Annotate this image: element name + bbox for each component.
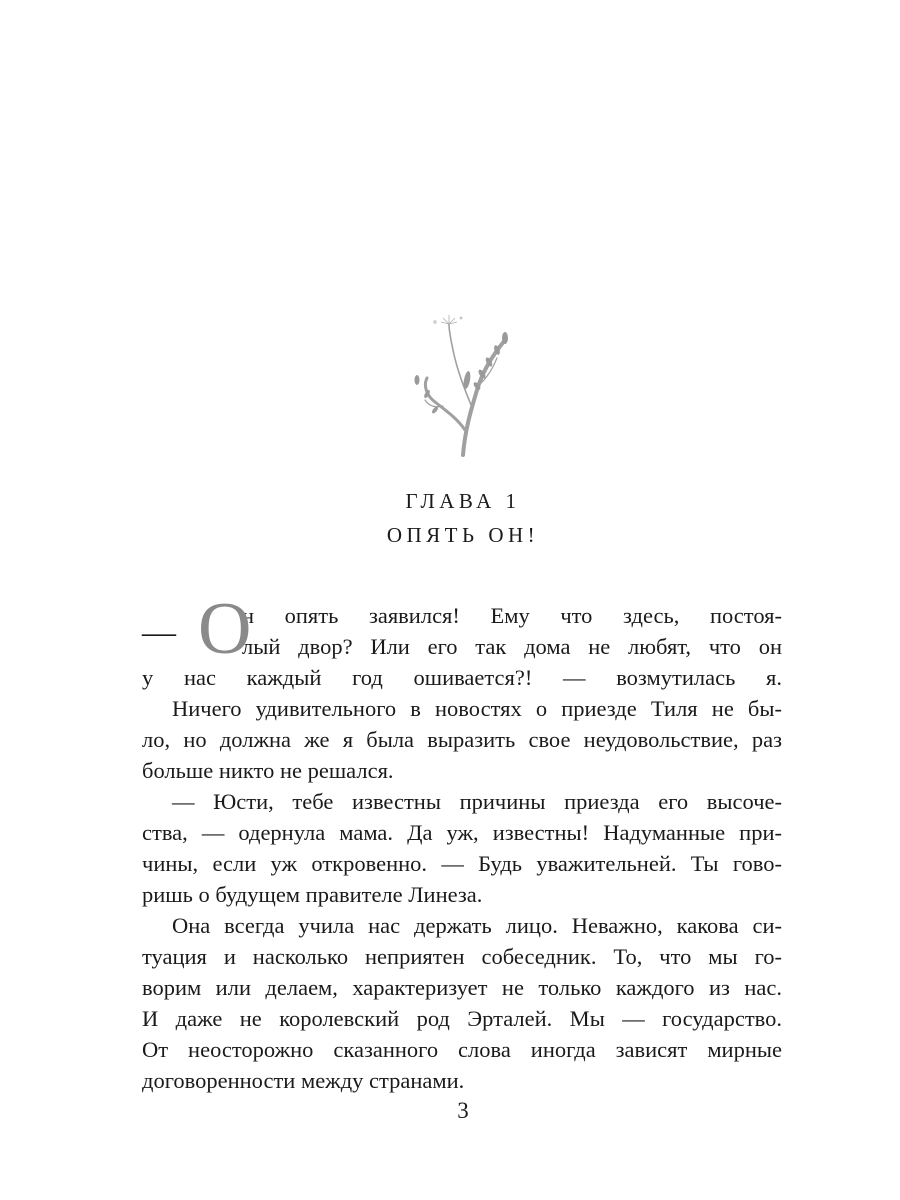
text-line: ства, — одернула мама. Да уж, известны! Надуманные при-: [142, 820, 782, 845]
body-text: [142, 588, 782, 1096]
text-line: ло, но должна же я была выразить свое неудовольствие, раз: [142, 727, 782, 752]
text-line: больше никто не решался.: [142, 758, 394, 783]
text-line: у нас каждый год ошивается?! — возмутилась я.: [142, 665, 782, 690]
text-line: договоренности между странами.: [142, 1068, 465, 1093]
chapter-number: ГЛАВА 1: [405, 489, 521, 513]
text-line: От неосторожно сказанного слова иногда зависят мирные: [142, 1037, 782, 1062]
chapter-heading: [0, 484, 900, 552]
text-line: туация и насколько неприятен собеседник. То, что мы го-: [142, 944, 782, 969]
page-number: 3: [457, 1098, 469, 1123]
chapter-title: ОПЯТЬ ОН!: [386, 523, 540, 547]
text-line: лый двор? Или его так дома не любят, что он: [242, 634, 782, 659]
floral-ornament-icon: [405, 310, 520, 460]
text-line: чины, если уж откровенно. — Будь уважительней. Ты гово-: [142, 851, 782, 876]
text-line: Ничего удивительного в новостях о приезде Тиля не бы-: [172, 696, 782, 721]
dropcap-letter: О: [198, 588, 252, 670]
text-line: — Юсти, тебе известны причины приезда его высоче-: [172, 789, 782, 814]
dropcap-dash: —: [142, 614, 176, 651]
text-line: И даже не королевский род Эрталей. Мы — государство.: [142, 1006, 782, 1031]
text-line: ришь о будущем правителе Линеза.: [142, 882, 483, 907]
text-line: н опять заявился! Ему что здесь, постоя-: [242, 603, 782, 628]
text-line: ворим или делаем, характеризует не только каждого из нас.: [142, 975, 782, 1000]
text-line: Она всегда учила нас держать лицо. Неважно, какова си-: [172, 913, 782, 938]
